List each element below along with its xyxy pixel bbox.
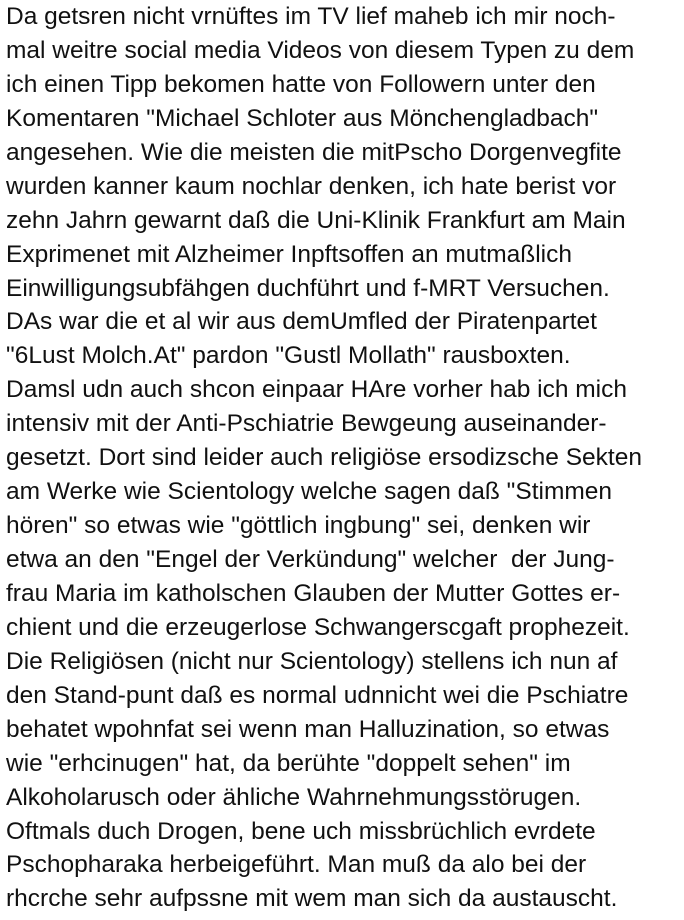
text-line: Da getsren nicht vrnüftes im TV lief maheb ich mir noch- bbox=[6, 3, 616, 30]
text-line: mal weitre social media Videos von diesem Typen zu dem bbox=[6, 36, 635, 64]
text-line: wie "erhcinugen" hat, da berühte "doppelt sehen" im bbox=[6, 749, 571, 777]
text-line: chient und die erzeugerlose Schwangerscgaft prophezeit. bbox=[6, 613, 630, 641]
document-text bbox=[6, 0, 684, 916]
text-line: behatet wpohnfat sei wenn man Halluzination, so etwas bbox=[6, 715, 610, 743]
text-line: "6Lust Molch.At" pardon "Gustl Mollath" rausboxten. bbox=[6, 342, 571, 370]
text-line: zehn Jahrn gewarnt daß die Uni-Klinik Frankfurt am Main bbox=[6, 206, 626, 234]
text-line: hören" so etwas wie "göttlich ingbung" sei, denken wir bbox=[6, 512, 591, 540]
text-line: Exprimenet mit Alzheimer Inpftsoffen an mutmaßlich bbox=[6, 240, 573, 268]
text-line: den Stand-punt daß es normal udnnicht wei die Pschiatre bbox=[6, 681, 629, 709]
text-line: wurden kanner kaum nochlar denken, ich hate berist vor bbox=[6, 172, 617, 200]
text-line: Einwilligungsubfähgen duchführt und f-MRT Versuchen. bbox=[6, 274, 610, 302]
text-line: intensiv mit der Anti-Pschiatrie Bewgeung auseinander- bbox=[6, 410, 607, 438]
text-line: Komentaren "Michael Schloter aus Mönchengladbach" bbox=[6, 104, 599, 132]
text-line: rhcrche sehr aufpssne mit wem man sich da austauscht. bbox=[6, 885, 618, 913]
text-line: frau Maria im katholschen Glauben der Mutter Gottes er- bbox=[6, 579, 621, 607]
text-line: DAs war die et al wir aus demUmfled der Piratenpartet bbox=[6, 308, 597, 336]
text-line: Pschopharaka herbeigeführt. Man muß da alo bei der bbox=[6, 851, 587, 879]
text-line: Alkoholarusch oder ähliche Wahrnehmungsstörugen. bbox=[6, 783, 582, 811]
text-line: Damsl udn auch shcon einpaar HAre vorher hab ich mich bbox=[6, 376, 627, 404]
text-line: Oftmals duch Drogen, bene uch missbrüchlich evrdete bbox=[6, 817, 596, 845]
text-line: angesehen. Wie die meisten die mitPscho Dorgenvegfite bbox=[6, 138, 622, 166]
text-line: am Werke wie Scientology welche sagen daß "Stimmen bbox=[6, 478, 613, 506]
text-line: gesetzt. Dort sind leider auch religiöse ersodizsche Sekten bbox=[6, 444, 642, 472]
text-line: Die Religiösen (nicht nur Scientology) stellens ich nun af bbox=[6, 647, 618, 675]
text-line: ich einen Tipp bekomen hatte von Followern unter den bbox=[6, 70, 596, 98]
text-line: etwa an den "Engel der Verkündung" welcher der Jung- bbox=[6, 546, 615, 573]
